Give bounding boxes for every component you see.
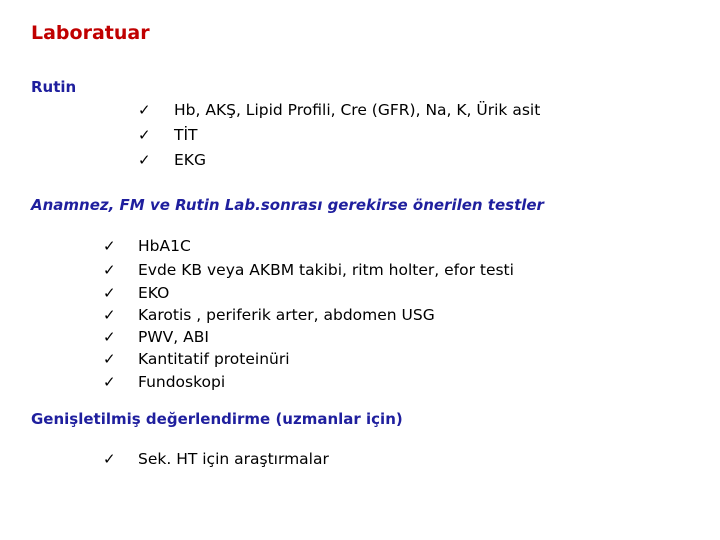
list-item: EKO: [138, 284, 170, 302]
checkmark-icon: ✓: [103, 237, 116, 255]
checkmark-icon: ✓: [138, 126, 151, 144]
checkmark-icon: ✓: [103, 450, 116, 468]
section-heading-rutin: Rutin: [31, 78, 77, 96]
checkmark-icon: ✓: [103, 284, 116, 302]
checkmark-icon: ✓: [103, 328, 116, 346]
page-title: Laboratuar: [31, 22, 150, 44]
section-heading-genisletilmis: Genişletilmiş değerlendirme (uzmanlar için): [31, 410, 403, 428]
checkmark-icon: ✓: [138, 101, 151, 119]
list-item: Evde KB veya AKBM takibi, ritm holter, efor testi: [138, 261, 514, 279]
checkmark-icon: ✓: [103, 373, 116, 391]
list-item: Fundoskopi: [138, 373, 226, 391]
section-heading-anamnez: Anamnez, FM ve Rutin Lab.sonrası gerekirse önerilen testler: [31, 196, 544, 214]
checkmark-icon: ✓: [103, 306, 116, 324]
list-item: Karotis , periferik arter, abdomen USG: [138, 306, 435, 324]
checkmark-icon: ✓: [103, 350, 116, 368]
checkmark-icon: ✓: [138, 151, 151, 169]
checkmark-icon: ✓: [103, 261, 116, 279]
list-item: Kantitatif proteinüri: [138, 350, 290, 368]
list-item: Hb, AKŞ, Lipid Profili, Cre (GFR), Na, K, Ürik asit: [174, 101, 541, 119]
list-item: Sek. HT için araştırmalar: [138, 450, 329, 468]
list-item: EKG: [174, 151, 206, 169]
list-item: TİT: [174, 126, 198, 144]
list-item: HbA1C: [138, 237, 191, 255]
list-item: PWV, ABI: [138, 328, 209, 346]
